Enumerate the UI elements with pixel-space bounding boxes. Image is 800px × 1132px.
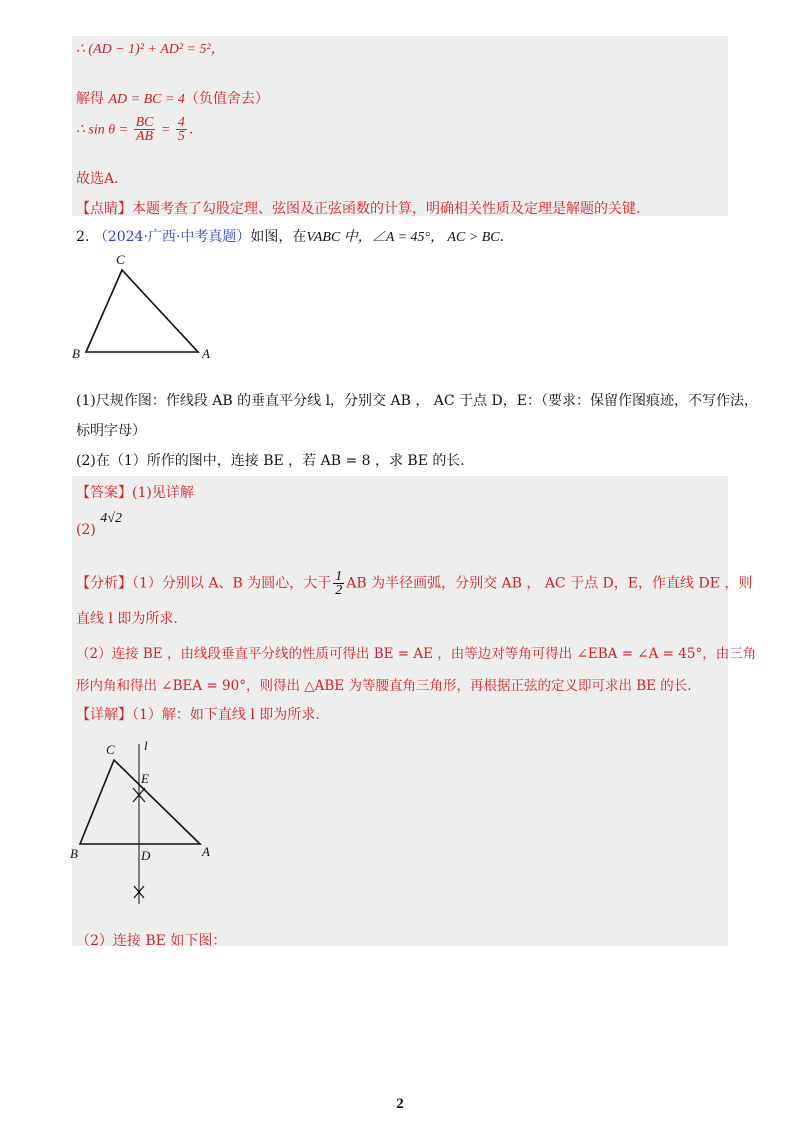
answer-line-2 [76,510,122,538]
analysis-line-4 [76,674,692,694]
choice-text: 故选A. [76,171,119,187]
analysis-tag: 【分析】 [76,575,132,592]
detail-line-2 [76,930,226,950]
part-2-text: (2)在（1）所作的图中，连接 BE ，若 AB = 8 ，求 BE 的长. [76,453,465,469]
question-2-stem [76,226,504,246]
equation-line [76,38,225,58]
fraction-numerator: 1 [335,569,343,584]
solve-prefix: 解得 [76,91,109,107]
sine-prefix: ∴ sin θ = [76,122,132,138]
solve-line [76,88,269,108]
solve-math: AD = BC = 4 [108,92,185,107]
triangle-abc-construction [80,760,200,844]
answer-tag: 【答案】 [76,485,132,501]
stem-suffix: . [499,229,505,245]
triangle-abc [86,270,198,352]
label-e: E [141,771,149,786]
label-c2: C [106,742,115,757]
part-1-text: (1)尺规作图：作线段 AB 的垂直平分线 l，分别交 AB ， AC 于点 D，E：（要求：保留作图痕迹，不写作法， [76,393,758,409]
detail-line-1 [76,704,320,724]
detail-text-2: （2）连接 BE 如下图： [76,933,227,949]
label-l: l [144,738,148,753]
construction-figure [68,734,228,912]
solve-note: （负值舍去） [184,91,269,107]
page-number: 2 [396,1096,404,1112]
answer-part-1: (1)见详解 [132,485,194,501]
equals-sign: = [157,122,174,138]
triangle-figure [68,250,228,365]
part-1-line-2 [76,420,146,440]
label-d: D [141,848,151,863]
answer-part-2-label: (2) [76,522,96,538]
fraction-denominator: AB [135,129,154,144]
analysis-line-3 [76,642,756,662]
sine-line [76,116,193,143]
fraction-4-5 [176,116,187,143]
fraction-half [333,570,344,597]
label-b2: B [70,846,78,861]
period: . [188,121,194,138]
analysis-line-1 [76,570,752,597]
fraction-numerator: BC [135,115,154,130]
part-1-text-continued: 标明字母） [76,423,146,439]
analysis-text-c: 直线 l 即为所求. [76,611,178,627]
label-c: C [116,252,125,267]
question-source: （2024·广西·中考真题） [93,229,251,245]
label-a2: A [202,844,210,859]
remark-tag: 【点睛】 [76,201,132,217]
analysis-text-e: 形内角和得出 ∠BEA = 90°，则得出 △ABE 为等腰直角三角形，再根据正弦的定义即可求出 BE 的长. [76,678,692,694]
analysis-text-a: （1）分别以 A、B 为圆心，大于 [132,575,332,592]
detail-tag: 【详解】 [76,707,132,723]
part-1-line [76,390,758,410]
fraction-bc-ab [134,116,156,143]
stem-prefix: 如图，在 [250,229,307,245]
detail-text: （1）解：如下直线 l 即为所求. [132,707,320,723]
analysis-text-b: AB 为半径画弧，分别交 AB ， AC 于点 D，E，作直线 DE ，则 [346,575,753,592]
part-2-line [76,450,465,470]
equation-text: ∴ (AD − 1)² + AD² = 5²， [76,42,225,57]
question-number: 2. [76,229,90,245]
stem-math: VABC 中，∠A = 45°， AC > BC [306,230,500,245]
label-a: A [202,346,210,361]
remark-line [76,198,640,218]
answer-line-1 [76,482,194,502]
answer-part-2-value: 4√2 [100,511,122,526]
choice-line [76,168,119,188]
fraction-numerator: 4 [177,115,185,130]
analysis-line-2 [76,608,178,628]
fraction-denominator: 2 [335,583,343,598]
label-b: B [72,346,80,361]
remark-text: 本题考查了勾股定理、弦图及正弦函数的计算，明确相关性质及定理是解题的关键. [132,201,641,217]
analysis-text-d: （2）连接 BE ，由线段垂直平分线的性质可得出 BE = AE ，由等边对等角可得出 ∠EBA = ∠A = 45°，由三角 [76,646,757,662]
fraction-denominator: 5 [177,129,185,144]
